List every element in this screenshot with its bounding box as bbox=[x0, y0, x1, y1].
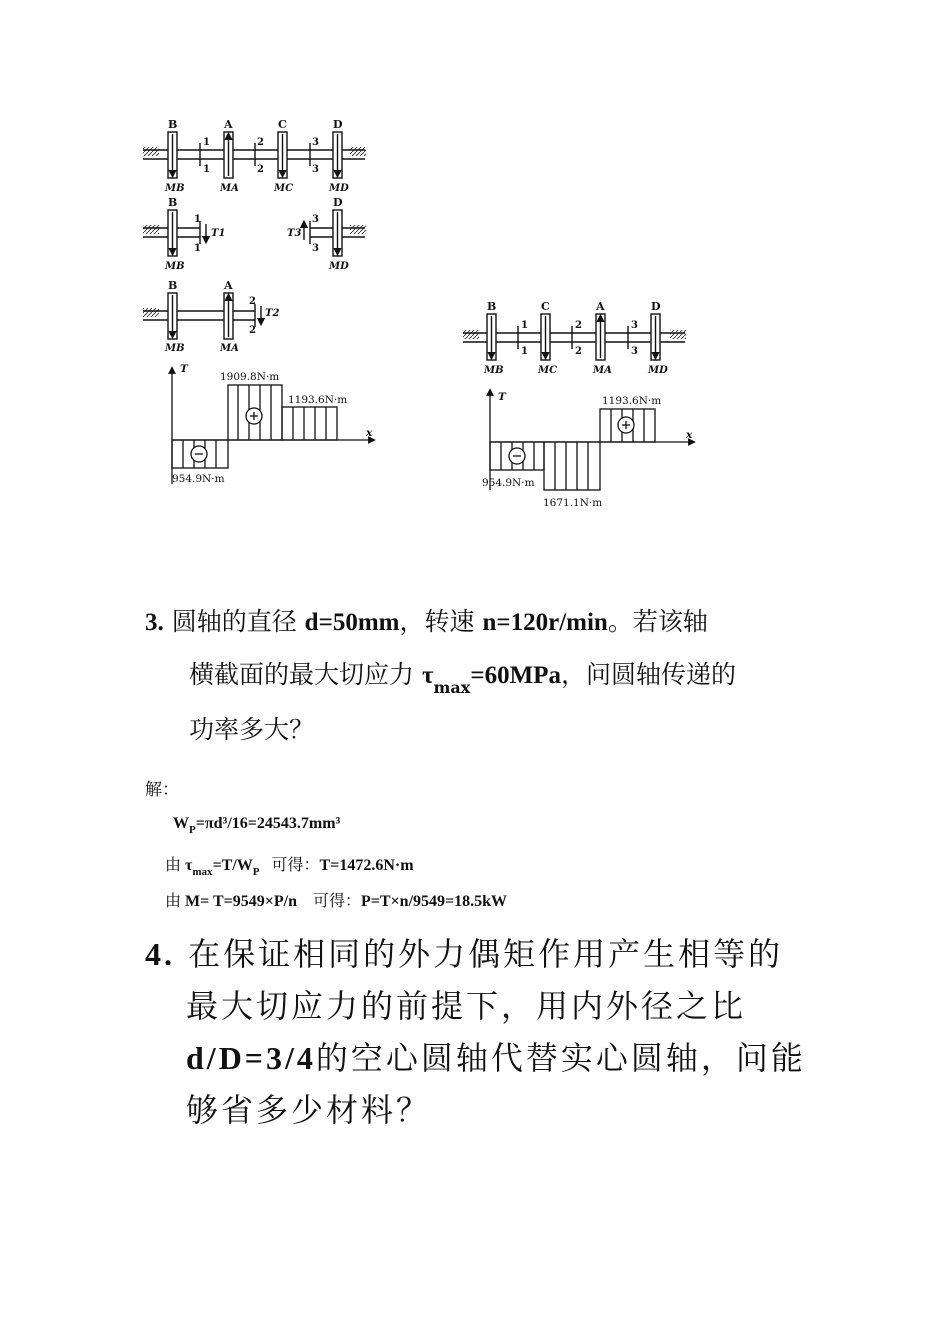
axis-T-1: T bbox=[180, 363, 188, 375]
section-3-top-4: 3 bbox=[631, 320, 638, 331]
torque-T3: T3 bbox=[287, 228, 302, 239]
free-body-T2 bbox=[143, 293, 261, 339]
moment-MD-2: MD bbox=[329, 261, 349, 272]
torque-diagram-2 bbox=[490, 392, 692, 490]
moment-MD: MD bbox=[329, 183, 349, 194]
question-3-line-2 bbox=[145, 649, 825, 704]
moment-MD-4: MD bbox=[648, 365, 668, 376]
question-3-line-1 bbox=[145, 596, 825, 649]
formula-text: M= T=9549×P/n bbox=[185, 893, 297, 910]
moment-MC: MC bbox=[274, 183, 294, 194]
question-text: ，转速 bbox=[399, 607, 475, 636]
label-B-2: B bbox=[168, 196, 178, 209]
section-2-top-3: 2 bbox=[249, 296, 256, 307]
section-3-top: 3 bbox=[312, 137, 319, 148]
moment-MA-3: MA bbox=[220, 343, 239, 354]
formula-subscript: P bbox=[189, 824, 196, 836]
torque-value-pos-2: 1193.6N·m bbox=[602, 395, 662, 407]
section-2-top: 2 bbox=[257, 137, 264, 148]
question-4-line-3 bbox=[145, 1032, 825, 1084]
torque-value-right: 1193.6N·m bbox=[288, 394, 348, 406]
formula-text: W bbox=[173, 815, 189, 832]
torque-T2: T2 bbox=[265, 308, 280, 319]
formula-result: P=T×n/9549=18.5kW bbox=[360, 893, 508, 910]
label-B-3: B bbox=[168, 279, 178, 292]
moment-MB-2: MB bbox=[165, 261, 185, 272]
moment-MB: MB bbox=[165, 183, 185, 194]
speed-value: n=120r/min bbox=[482, 609, 608, 636]
label-B-4: B bbox=[487, 300, 497, 313]
moment-MB-4: MB bbox=[484, 365, 504, 376]
question-text: 圆轴的直径 bbox=[171, 607, 297, 636]
question-4-line-1 bbox=[145, 928, 825, 980]
section-1-top: 1 bbox=[203, 137, 210, 148]
stress-value: =60MPa bbox=[470, 662, 561, 689]
label-C: C bbox=[278, 118, 287, 131]
formula-text: τ bbox=[185, 857, 193, 874]
question-text: 够省多少材料？ bbox=[186, 1091, 432, 1129]
formula-subscript: max bbox=[192, 866, 213, 878]
torque-value-neg-2a: 954.9N·m bbox=[482, 477, 535, 489]
torque-value-neg: 954.9N·m bbox=[172, 473, 225, 485]
label-A-4: A bbox=[596, 300, 605, 313]
moment-MB-3: MB bbox=[165, 343, 185, 354]
shaft-diagram-1 bbox=[143, 132, 366, 178]
section-3-top-2: 3 bbox=[312, 214, 319, 225]
axis-x-1: x bbox=[366, 427, 373, 439]
ratio-value: d/D=3/4 bbox=[186, 1040, 316, 1076]
section-2-top-4: 2 bbox=[575, 320, 582, 331]
section-1-bot-2: 1 bbox=[194, 243, 201, 254]
label-D-2: D bbox=[333, 196, 343, 209]
section-1-bot-4: 1 bbox=[521, 346, 528, 357]
torque-value-pos: 1909.8N·m bbox=[220, 371, 280, 383]
axis-T-2: T bbox=[498, 391, 506, 403]
solution-line-1 bbox=[173, 815, 341, 836]
solution-line-2 bbox=[165, 852, 414, 878]
section-3-bot-4: 3 bbox=[631, 346, 638, 357]
solution-label: 解： bbox=[145, 780, 179, 800]
label-B: B bbox=[168, 118, 178, 131]
torque-value-neg-2b: 1671.1N·m bbox=[543, 497, 603, 509]
solution-line-3 bbox=[165, 888, 507, 911]
torque-diagram-1 bbox=[172, 370, 372, 484]
label-A-3: A bbox=[224, 279, 233, 292]
moment-MC-4: MC bbox=[538, 365, 558, 376]
question-4 bbox=[145, 928, 825, 1136]
question-number: 4. bbox=[145, 936, 175, 972]
question-4-line-2 bbox=[145, 980, 825, 1032]
formula-text: 可得： bbox=[312, 891, 361, 910]
question-text: 功率多大？ bbox=[189, 715, 315, 744]
diameter-value: d=50mm bbox=[304, 609, 400, 636]
section-1-bot: 1 bbox=[203, 164, 210, 175]
formula-result: T=1472.6N·m bbox=[319, 857, 414, 874]
question-text: 。若该轴 bbox=[607, 607, 708, 636]
section-2-bot-4: 2 bbox=[575, 346, 582, 357]
question-text: ，问圆轴传递的 bbox=[560, 660, 736, 689]
question-text: 最大切应力的前提下，用内外径之比 bbox=[186, 987, 747, 1025]
section-3-bot: 3 bbox=[312, 164, 319, 175]
question-text: 横截面的最大切应力 bbox=[189, 660, 415, 689]
formula-text: =T/W bbox=[212, 857, 253, 874]
question-text: 在保证相同的外力偶矩作用产生相等的 bbox=[188, 935, 784, 973]
label-A: A bbox=[224, 118, 233, 131]
section-2-bot-3: 2 bbox=[249, 325, 256, 336]
formula-text: 由 bbox=[165, 855, 182, 874]
question-4-line-4 bbox=[145, 1084, 825, 1136]
question-number: 3. bbox=[145, 609, 164, 636]
label-D-4: D bbox=[651, 300, 661, 313]
formula-subscript: P bbox=[252, 866, 260, 878]
label-C-4: C bbox=[541, 300, 550, 313]
label-D: D bbox=[333, 118, 343, 131]
question-3-line-3 bbox=[145, 704, 825, 756]
torsion-figure bbox=[0, 0, 950, 560]
formula-text: 由 bbox=[165, 891, 182, 910]
section-3-bot-2: 3 bbox=[312, 243, 319, 254]
section-1-top-4: 1 bbox=[521, 320, 528, 331]
question-text: 的空心圆轴代替实心圆轴，问能 bbox=[315, 1039, 806, 1077]
moment-MA-4: MA bbox=[593, 365, 612, 376]
formula-text: =πd³/16=24543.7mm³ bbox=[195, 815, 341, 832]
question-3 bbox=[145, 596, 825, 756]
tau-subscript: max bbox=[433, 678, 471, 697]
torque-T1: T1 bbox=[211, 228, 226, 239]
moment-MA: MA bbox=[220, 183, 239, 194]
tau-symbol: τ bbox=[421, 662, 434, 689]
formula-text: 可得： bbox=[271, 855, 320, 874]
axis-x-2: x bbox=[686, 429, 693, 441]
section-2-bot: 2 bbox=[257, 164, 264, 175]
section-1-top-2: 1 bbox=[194, 214, 201, 225]
